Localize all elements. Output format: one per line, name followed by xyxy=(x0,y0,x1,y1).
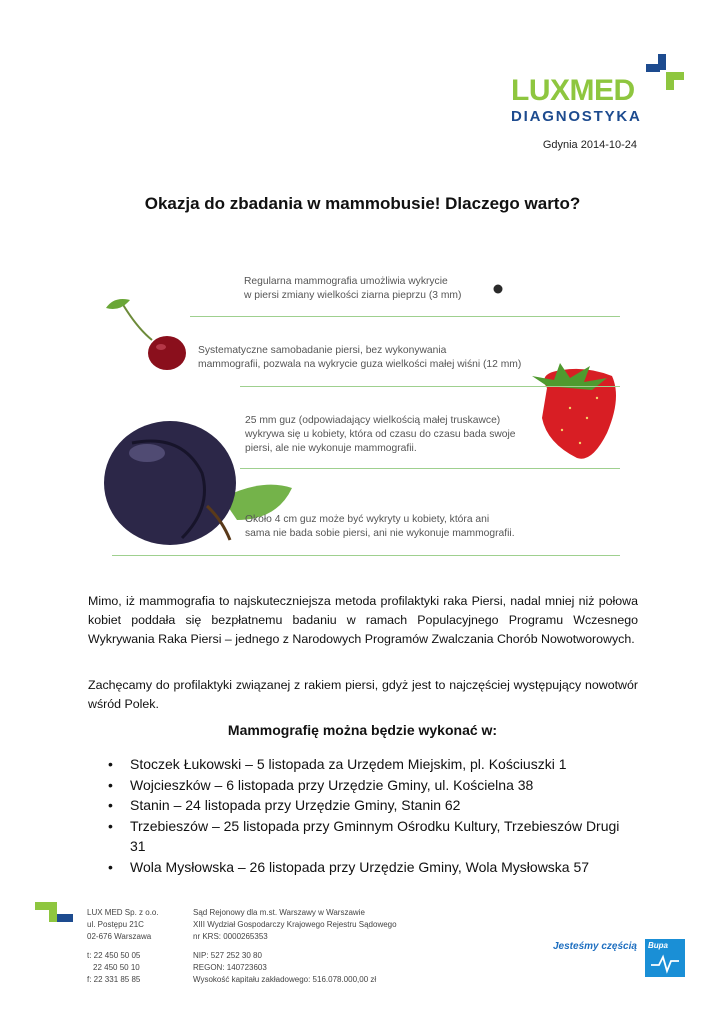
luxmed-footer-mark-icon xyxy=(35,902,73,922)
size-comparison-infographic xyxy=(92,258,634,578)
divider xyxy=(240,468,620,469)
intro-paragraph: Mimo, iż mammografia to najskuteczniejsza metoda profilaktyki raka Piersi, nadal mniej niż połowa kobiet poddała się bezpłatnemu badaniu w ramach Populacyjnego Programu Wczesnego Wykrywania Raka Piersi – jednego z Narodowych Programów Zwalczania Chorób Nowotworowych. xyxy=(88,594,638,646)
bupa-logo xyxy=(645,939,685,977)
cherry-icon xyxy=(106,299,186,370)
logo-wordmark: LUXMED xyxy=(511,74,635,107)
bupa-wordmark: Bupa xyxy=(648,941,668,950)
encouragement-paragraph: Zachęcamy do profilaktyki związanej z rakiem piersi, gdyż jest to najczęściej występujący nowotwór wśród Polek. xyxy=(88,678,638,711)
list-item: • Stanin – 24 listopada przy Urzędzie Gminy, Stanin 62 xyxy=(105,795,635,816)
list-item: • Trzebieszów – 25 listopada przy Gminnym Ośrodku Kultury, Trzebieszów Drugi 31 xyxy=(108,817,620,854)
footer-company-ids: NIP: 527 252 30 80 REGON: 140723603 Wysokość kapitału zakładowego: 516.078.000,00 zł xyxy=(193,951,377,984)
luxmed-cross-icon xyxy=(646,52,686,96)
bullet-icon: • xyxy=(108,797,113,813)
list-item: • Stoczek Łukowski – 5 listopada za Urzędem Miejskim, pl. Kościuszki 1 xyxy=(105,754,635,775)
page-title: Okazja do zbadania w mammobusie! Dlaczego warto? xyxy=(144,194,581,213)
footer-slogan: Jesteśmy częścią xyxy=(553,941,637,952)
logo-subtitle: DIAGNOSTYKA xyxy=(511,108,642,125)
footer-company-address: LUX MED Sp. z o.o. ul. Postępu 21C 02-676 Warszawa xyxy=(87,908,159,941)
bullet-icon: • xyxy=(108,858,113,875)
strawberry-icon xyxy=(532,363,616,459)
divider xyxy=(112,555,620,556)
caption-pepper: Regularna mammografia umożliwia wykrycie w piersi zmiany wielkości ziarna pieprzu (3 mm) xyxy=(244,276,462,301)
bupa-pulse-icon xyxy=(645,939,685,977)
list-item: • Wola Mysłowska – 26 listopada przy Urzędzie Gminy, Wola Mysłowska 57 xyxy=(105,857,635,878)
bullet-icon: • xyxy=(108,756,113,772)
caption-plum: Około 4 cm guz może być wykryty u kobiety, która ani sama nie bada sobie piersi, ani nie wykonuje mammografii. xyxy=(245,514,515,539)
footer-phones: t: 22 450 50 05 22 450 50 10 f: 22 331 85 85 xyxy=(87,951,141,984)
list-item: • Wojcieszków – 6 listopada przy Urzędzie Gminy, ul. Kościelna 38 xyxy=(105,775,635,796)
bullet-icon: • xyxy=(108,776,113,793)
bullet-icon: • xyxy=(108,817,113,834)
locations-list xyxy=(105,754,635,877)
caption-strawberry: 25 mm guz (odpowiadający wielkością małej truskawce) wykrywa się u kobiety, która od czasu do czasu bada swoje piersi, ale nie wykonuje mammografii. xyxy=(245,415,516,454)
locations-heading: Mammografię można będzie wykonać w: xyxy=(227,722,498,738)
divider xyxy=(240,386,620,387)
document-date: Gdynia 2014-10-24 xyxy=(542,139,637,151)
footer-court-registry: Sąd Rejonowy dla m.st. Warszawy w Warszawie XIII Wydział Gospodarczy Krajowego Rejestru Sądowego nr KRS: 0000265353 xyxy=(193,908,397,941)
luxmed-logo xyxy=(508,52,688,126)
divider xyxy=(190,316,620,317)
peppercorn-icon xyxy=(494,285,503,294)
caption-cherry: Systematyczne samobadanie piersi, bez wykonywania mammografii, pozwala na wykrycie guza wielkości małej wiśni (12 mm) xyxy=(198,345,522,370)
